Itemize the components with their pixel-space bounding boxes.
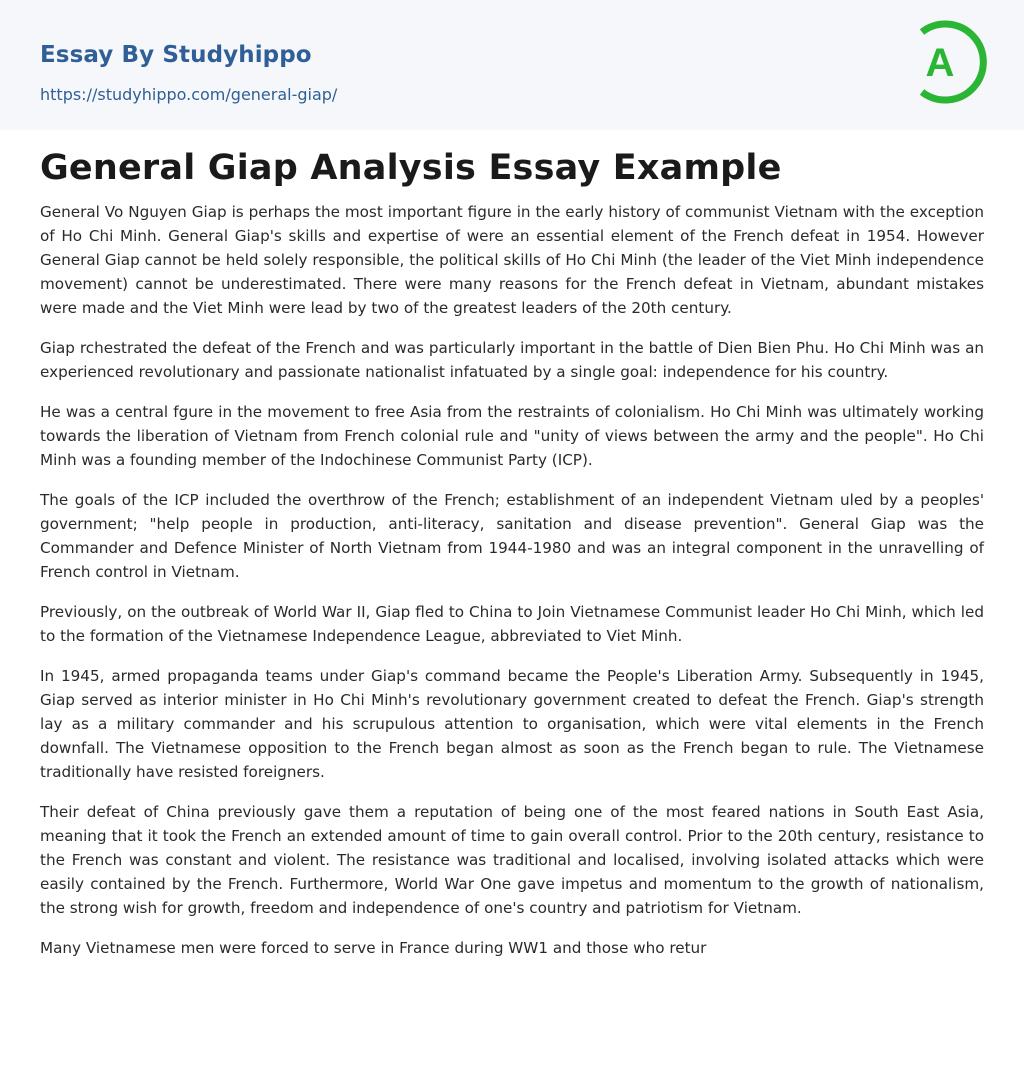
essay-paragraph: Their defeat of China previously gave them a reputation of being one of the most feared nations in South East Asia, meaning that it took the French an extended amount of time to gain overall control. Prior to the 20th century, resistance to the French was constant and violent. The resistance was traditional and localised, involving isolated attacks which were easily contained by the French. Furthermore, World War One gave impetus and momentum to the growth of nationalism, the strong wish for growth, freedom and independence of one's country and patriotism for Vietnam. — [40, 803, 984, 917]
page-title: General Giap Analysis Essay Example — [40, 148, 782, 188]
essay-paragraph: The goals of the ICP included the overthrow of the French; establishment of an independent Vietnam uled by a peoples' government; "help people in production, anti-literacy, sanitation and disease prevention". General Giap was the Commander and Defence Minister of North Vietnam from 1944-1980 and was an integral component in the unravelling of French control in Vietnam. — [40, 491, 984, 581]
essay-paragraph: Many Vietnamese men were forced to serve in France during WW1 and those who retur — [40, 939, 707, 957]
essay-paragraph: Previously, on the outbreak of World War II, Giap fled to China to Join Vietnamese Communist leader Ho Chi Minh, which led to the formation of the Vietnamese Independence League, abbreviated to Viet Minh. — [40, 603, 984, 645]
studyhippo-logo-icon[interactable] — [908, 16, 992, 108]
essay-paragraph: He was a central fgure in the movement to free Asia from the restraints of colonialism. Ho Chi Minh was ultimately working towards the liberation of Vietnam from French colonial rule and "unity of views between the army and the people". Ho Chi Minh was a founding member of the Indochinese Communist Party (ICP). — [40, 403, 984, 469]
essay-url-link[interactable]: https://studyhippo.com/general-giap/ — [40, 85, 338, 104]
essay-paragraph: General Vo Nguyen Giap is perhaps the most important figure in the early history of communist Vietnam with the exception of Ho Chi Minh. General Giap's skills and expertise of were an essential element of the French defeat in 1954. However General Giap cannot be held solely responsible, the political skills of Ho Chi Minh (the leader of the Viet Minh independence movement) cannot be underestimated. There were many reasons for the French defeat in Vietnam, abundant mistakes were made and the Viet Minh were lead by two of the greatest leaders of the 20th century. — [40, 203, 984, 317]
essay-paragraph: In 1945, armed propaganda teams under Giap's command became the People's Liberation Army. Subsequently in 1945, Giap served as interior minister in Ho Chi Minh's revolutionary government created to defeat the French. Giap's strength lay as a military commander and his scrupulous attention to organisation, which were vital elements in the French downfall. The Vietnamese opposition to the French began almost as soon as the French began to rule. The Vietnamese traditionally have resisted foreigners. — [40, 667, 984, 781]
essay-content — [40, 143, 984, 976]
logo-letter: A — [925, 41, 955, 85]
site-brand[interactable]: Essay By Studyhippo — [40, 42, 312, 68]
site-header — [0, 0, 1024, 130]
essay-paragraph: Giap rchestrated the defeat of the French and was particularly important in the battle of Dien Bien Phu. Ho Chi Minh was an experienced revolutionary and passionate nationalist infatuated by a single goal: independence for his country. — [40, 339, 984, 381]
